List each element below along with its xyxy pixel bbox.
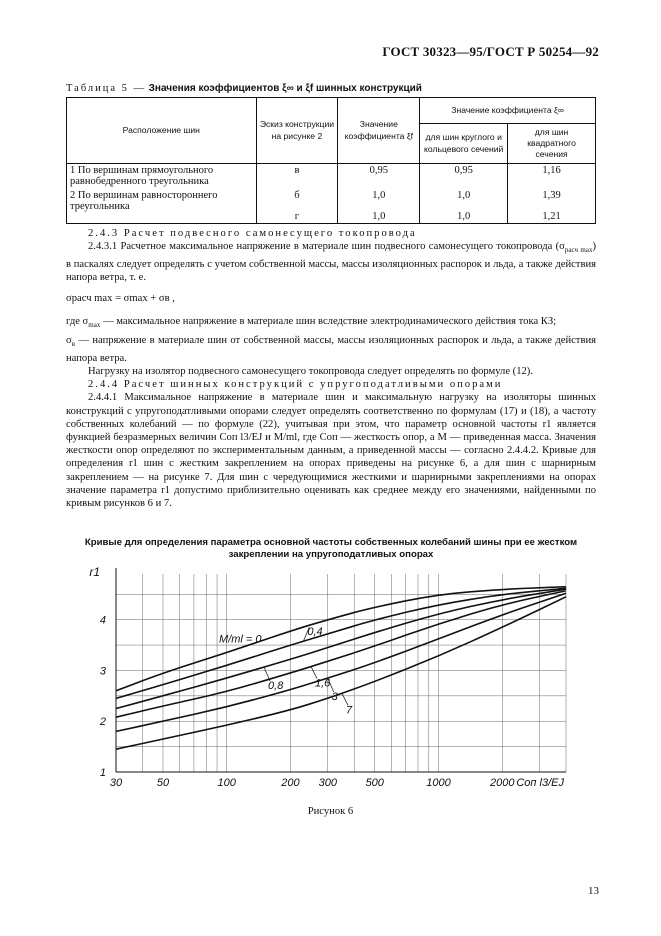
x-tick-label: 2000 bbox=[490, 777, 515, 789]
chart-curves bbox=[116, 587, 566, 750]
section-2-4-3-heading: 2.4.3 Расчет подвесного самонесущего токопровода bbox=[88, 228, 417, 239]
y-axis-label: r1 bbox=[89, 565, 100, 579]
x-tick-label: 200 bbox=[281, 777, 300, 789]
col-location: Расположение шин bbox=[67, 98, 257, 164]
section-2-4-4-1: 2.4.4.1 Максимальное напряжение в материале шин и максимальную нагрузку на изоляторы шинных конструкций с упругоподатливыми опорами следует определять соответственно по формулам (17) и (18), а частоту собственных колебаний — по формуле (22), учитывая при этом, что параметр основной частоты r1 является функцией безразмерных величин Cоп l3/EJ и M/ml, где Cоп — жесткость опор, а M — приведенная масса. Значения жесткости опор определяют по экспериментальным данным, а приведенной массы — согласно 2.4.4.2. Кривые для определения r1 шин с жестким закреплением на опорах приведены на рисунке 6, а для шин с шарнирным закреплением — на рисунке 7. Для шин с чередующимися жесткими и шарнирными закреплениями на опорах значение параметра r1 допустимо приблизительно оценивать как среднее между его значениями, найденными по кривым рисунков 6 и 7. bbox=[66, 392, 596, 509]
where-sigma-v: $\sigma_в$ — напряжение в материале шин от собственной массы, массы изоляционных распорок и льда, а также действия напора ветра. bbox=[66, 335, 596, 364]
y-tick-label: 1 bbox=[99, 767, 106, 779]
table-caption-prefix: Таблица 5 — bbox=[66, 83, 147, 94]
series-curve-3 bbox=[116, 593, 566, 731]
cell-round: 1,0 bbox=[420, 187, 508, 212]
x-tick-label: 100 bbox=[217, 777, 236, 789]
x-tick-label: 300 bbox=[318, 777, 337, 789]
cell-xi-f: 1,0 bbox=[338, 212, 420, 223]
col-coef-f: Значение коэффициента ξf bbox=[338, 98, 420, 164]
y-tick-label: 3 bbox=[99, 665, 106, 678]
section-2-4-3-1: 2.4.3.1 Расчетное максимальное напряжение в материале шин подвесного самонесущего токопровода $(\sigma_{расч max})$ в паскалях следует определять с учетом собственной массы, массы изоляционных распорок и льда, а также действия напора ветра, т. е. bbox=[66, 241, 596, 283]
series-curve-0,8 bbox=[116, 589, 566, 708]
coefficients-table bbox=[66, 97, 596, 224]
x-tick-label: 1000 bbox=[426, 777, 451, 789]
x-tick-label: 500 bbox=[365, 777, 384, 789]
col-coef-inf: Значение коэффициента ξ∞ bbox=[420, 98, 596, 124]
curve-leader bbox=[264, 667, 270, 681]
col-sketch: Эскиз конструкции на рисунке 2 bbox=[256, 98, 338, 164]
table-row bbox=[67, 187, 596, 212]
table-row bbox=[67, 164, 596, 188]
page-number: 13 bbox=[588, 885, 599, 897]
chart-title: Кривые для определения параметра основной частоты собственных колебаний шины при ее жестком закреплении на упругоподатливых опорах bbox=[84, 537, 578, 560]
cell-sketch: г bbox=[256, 212, 338, 223]
document-header: ГОСТ 30323—95/ГОСТ Р 50254—92 bbox=[382, 44, 599, 59]
curve-label: 1,6 bbox=[315, 677, 331, 690]
where-sigma-max: где $\sigma_{max}$ — максимальное напряжение в материале шин вследствие электродинамического действия тока КЗ; bbox=[66, 316, 557, 330]
figure-caption: Рисунок 6 bbox=[307, 806, 354, 817]
cell-sketch: б bbox=[256, 187, 338, 212]
table-caption-title: Значения коэффициентов ξ∞ и ξf шинных конструкций bbox=[148, 83, 422, 94]
cell-round: 0,95 bbox=[420, 164, 508, 188]
cell-round: 1,0 bbox=[420, 212, 508, 223]
table-row bbox=[67, 212, 596, 223]
x-tick-label: 30 bbox=[109, 777, 123, 789]
y-tick-label: 2 bbox=[99, 716, 106, 729]
formula: σрасч max = σmax + σв , bbox=[66, 292, 175, 304]
cell-sketch: в bbox=[256, 164, 338, 188]
curve-label: 0,4 bbox=[307, 626, 323, 639]
cell-xi-f: 1,0 bbox=[338, 187, 420, 212]
section-2-4-4-heading: 2.4.4 Расчет шинных конструкций с упругоподатливыми опорами bbox=[88, 379, 503, 391]
cell-location bbox=[67, 212, 257, 223]
series-curve-0 bbox=[116, 587, 566, 691]
cell-square: 1,16 bbox=[508, 164, 596, 188]
cell-xi-f: 0,95 bbox=[338, 164, 420, 188]
legend-label: M/ml = 0 bbox=[219, 633, 262, 646]
x-tick-label: 50 bbox=[156, 777, 170, 789]
curve-label: 7 bbox=[345, 704, 353, 717]
series-curve-1,6 bbox=[116, 591, 566, 717]
col-round: для шин круглого и кольцевого сечений bbox=[420, 124, 508, 164]
cell-square: 1,39 bbox=[508, 187, 596, 212]
load-note: Нагрузку на изолятор подвесного самонесущего токопровода следует определять по формуле (12). bbox=[88, 365, 533, 377]
table-caption bbox=[66, 83, 422, 94]
chart bbox=[88, 562, 578, 798]
y-tick-label: 4 bbox=[99, 614, 106, 627]
col-square: для шин квадратного сечения bbox=[508, 124, 596, 164]
cell-location: 1 По вершинам прямоугольного равнобедренного треугольника bbox=[67, 164, 257, 188]
cell-location: 2 По вершинам равностороннего треугольника bbox=[67, 187, 257, 212]
curve-label: 3 bbox=[331, 691, 338, 704]
cell-square: 1,21 bbox=[508, 212, 596, 223]
body-text bbox=[66, 227, 596, 510]
x-axis-label: Cоп l3/EJ bbox=[516, 777, 564, 789]
curve-label: 0,8 bbox=[268, 680, 284, 693]
